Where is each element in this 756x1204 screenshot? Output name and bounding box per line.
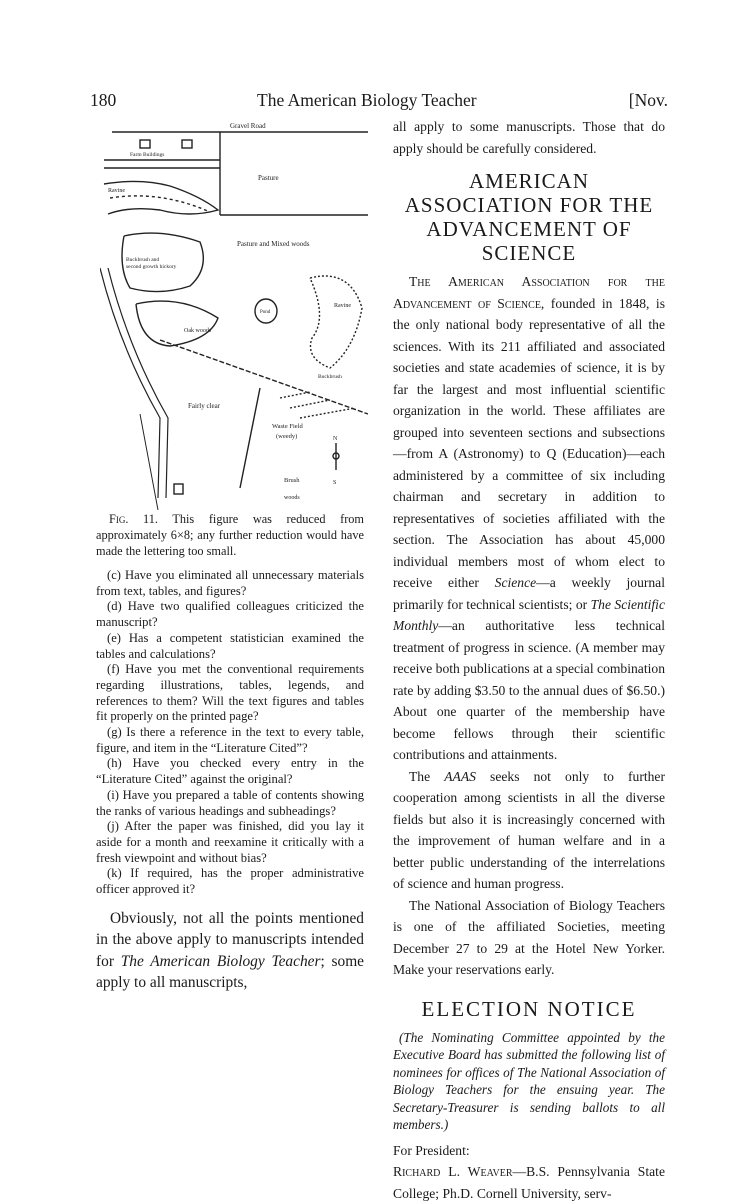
label-second-growth: second growth hickory	[126, 264, 177, 270]
continuation-paragraph: all apply to some manuscripts. Those that do apply should be carefully considered.	[393, 119, 665, 156]
nominee-text: —B.S. Pennsylvania State College; Ph.D. Cornell University, serv-	[393, 1164, 665, 1201]
figure-caption	[96, 511, 364, 559]
nominee-paragraph	[393, 1161, 665, 1204]
journal-name-italic: The American Biology Teacher	[120, 952, 321, 970]
checklist-item: (d) Have two qualified colleagues criticized the manuscript?	[96, 599, 364, 630]
aaas-abbr: AAAS	[444, 768, 476, 784]
aaas-p1-a: founded in 1848, is the only national body representative of all the sciences. With its 211 affiliated and associated societies and state academies of science, it is by far the largest and most influential scientific organization in the world. These affiliates are grouped into seventeen sections and subsections—from A (Astronomy) to Q (Education)—each administered by a committee of six including chairman and secretary in addition to representatives of societies affiliated with the section. The Association has about 45,000 individual members most of whom elect to receive either	[393, 295, 665, 590]
checklist-item: (g) Is there a reference in the text to every table, figure, and item in the “Literature Cited”?	[96, 725, 364, 755]
label-woods: woods	[284, 495, 300, 501]
label-pasture: Pasture	[258, 174, 279, 182]
left-column	[96, 568, 364, 994]
label-waste-field: Waste Field	[272, 423, 303, 430]
aaas-heading: AMERICAN ASSOCIATION FOR THE ADVANCEMENT OF SCIENCE	[404, 169, 654, 265]
nominee-name: Richard L. Weaver	[393, 1164, 513, 1179]
aaas-p1-b: —a weekly journal primarily for technical scientists; or	[393, 575, 665, 612]
right-column	[393, 116, 665, 1204]
label-weedy: (weedy)	[276, 433, 298, 440]
label-buckbrush: Buckbrush and	[126, 257, 160, 263]
caption-text: This figure was reduced from approximately 6×8; any further reduction would have made the lettering too small.	[96, 512, 364, 558]
label-fairly-clear: Fairly clear	[188, 402, 221, 410]
aaas-paragraph-2	[393, 766, 665, 895]
journal-title: The American Biology Teacher	[257, 90, 477, 110]
checklist-item: (e) Has a competent statistician examined the tables and calculations?	[96, 630, 364, 661]
obviously-before: Obviously, not all the points mentioned in the above apply to manuscripts intended for	[96, 909, 364, 970]
aaas-p2-a: The	[409, 768, 445, 784]
label-pasture-mixed-woods: Pasture and Mixed woods	[237, 240, 310, 248]
aaas-p2-b: seeks not only to further cooperation among scientists in all the diverse fields but also it is increasingly concerned with the improvement of human welfare and in a better public understanding of the interrelations of science and human progress.	[393, 768, 665, 891]
obviously-paragraph	[96, 908, 364, 994]
label-ravine-left: Ravine	[108, 188, 125, 194]
label-north: N	[333, 436, 338, 442]
label-farm-buildings: Farm Buildings	[130, 152, 165, 158]
figure-11-map	[100, 118, 368, 510]
election-heading: ELECTION NOTICE	[421, 996, 637, 1021]
checklist-item: (f) Have you met the conventional requirements regarding illustrations, tables, legends, and references to them? Will the text figures and tables fit properly on the printed page?	[96, 662, 364, 724]
label-oak-woods: Oak woods	[184, 328, 212, 334]
checklist-item: (j) After the paper was finished, did you lay it aside for a month and reexamine it critically with a fresh viewpoint and without bias?	[96, 819, 364, 865]
label-pond: Pond	[260, 310, 271, 315]
aaas-lead: The American Association for the Advancement of Science,	[393, 274, 665, 311]
aaas-paragraph-3: The National Association of Biology Teachers is one of the affiliated Societies, meeting December 27 to 29 at the Hotel New Yorker. Make your reservations early.	[393, 897, 665, 977]
obviously-after: ; some apply to all manuscripts,	[96, 952, 364, 992]
checklist-item: (i) Have you prepared a table of contents showing the ranks of various headings and subheadings?	[96, 787, 364, 818]
issue-month: [Nov.	[628, 90, 668, 110]
aaas-p1-c: —an authoritative less technical treatment of progress in science. (A member may receive both publications at a special combination rate by adding $3.50 to the annual dues of $6.50.) About one quarter of the membership have become fellows through their scientific contributions and attainments.	[393, 618, 665, 762]
aaas-paragraph-1	[393, 271, 665, 766]
running-header	[90, 90, 668, 114]
election-intro: (The Nominating Committee appointed by the Executive Board has submitted the following list of nominees for offices of The National Association of Biology Teachers for the ensuing year. The Secretary-Treasurer is sending ballots to all members.)	[393, 1029, 665, 1132]
checklist-item: (h) Have you checked every entry in the “Literature Cited” against the original?	[96, 756, 364, 787]
monthly-title: The Scientific Monthly	[393, 596, 665, 633]
caption-label: Fig. 11.	[109, 512, 158, 526]
science-title: Science	[494, 575, 537, 590]
for-president-label: For President:	[393, 1142, 470, 1158]
page-number: 180	[90, 90, 117, 110]
label-ravine-right: Ravine	[334, 303, 351, 309]
farm-map-drawing	[100, 118, 368, 510]
label-brush: Brush	[284, 477, 300, 484]
checklist-item: (c) Have you eliminated all unnecessary materials from text, tables, and figures?	[96, 568, 364, 598]
label-gravel-road: Gravel Road	[230, 122, 266, 130]
label-buckbrush-right: Buckbrush	[318, 374, 342, 380]
checklist-item: (k) If required, has the proper administrative officer approved it?	[96, 866, 364, 897]
label-south: S	[333, 480, 337, 486]
